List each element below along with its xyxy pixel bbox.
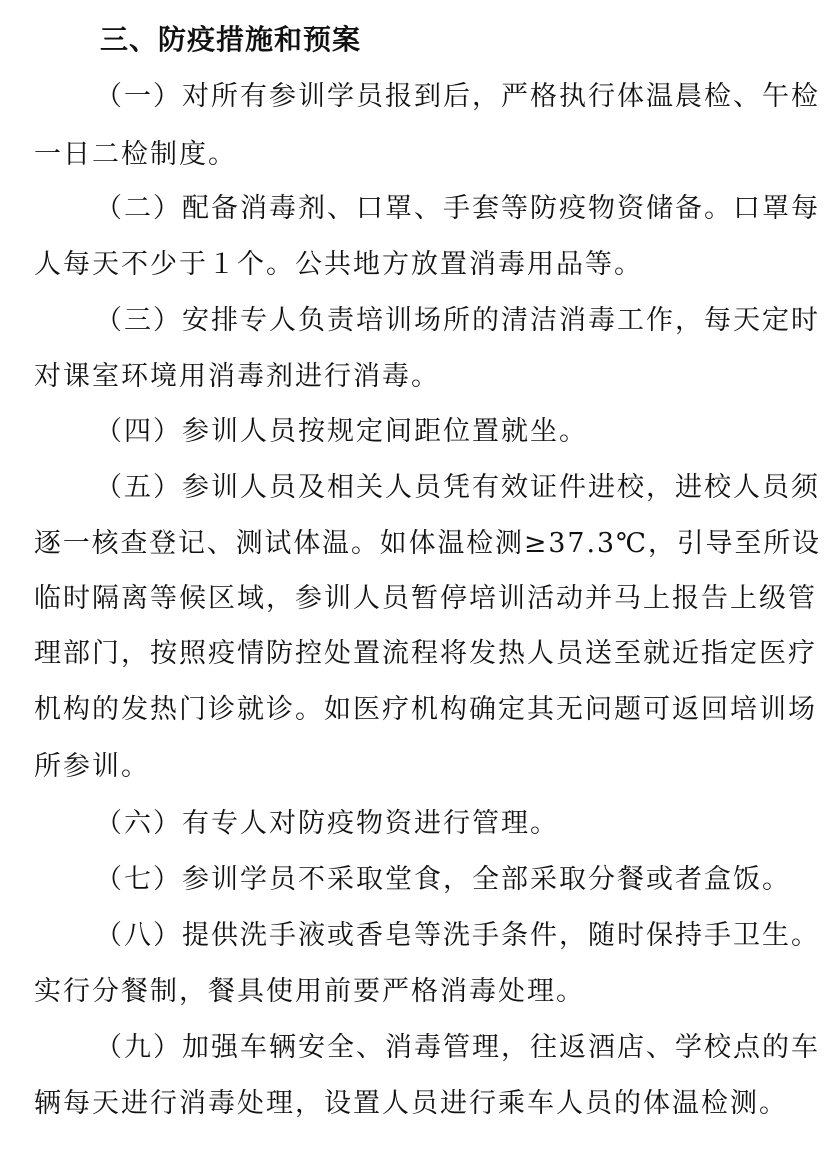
paragraph-line: （四）参训人员按规定间距位置就坐。 xyxy=(95,416,588,447)
paragraph-line: 理部门，按照疫情防控处置流程将发热人员送至就近指定医疗 xyxy=(34,638,817,669)
paragraph-line: 临时隔离等候区域，参训人员暂停培训活动并马上报告上级管 xyxy=(34,583,817,614)
paragraph-line: （九）加强车辆安全、消毒管理，往返酒店、学校点的车 xyxy=(95,1032,820,1063)
paragraph-line: 机构的发热门诊就诊。如医疗机构确定其无问题可返回培训场 xyxy=(34,694,817,725)
paragraph-line: （八）提供洗手液或香皂等洗手条件，随时保持手卫生。 xyxy=(95,920,820,951)
paragraph-line: 逐一核查登记、测试体温。如体温检测≥37.3℃，引导至所设 xyxy=(34,528,821,559)
paragraph-line: 实行分餐制，餐具使用前要严格消毒处理。 xyxy=(34,976,585,1007)
paragraph-line: 辆每天进行消毒处理，设置人员进行乘车人员的体温检测。 xyxy=(34,1088,788,1119)
paragraph-line: （一）对所有参训学员报到后，严格执行体温晨检、午检 xyxy=(95,81,820,112)
paragraph-line: 对课室环境用消毒剂进行消毒。 xyxy=(34,361,440,392)
paragraph-line: 所参训。 xyxy=(34,751,150,782)
paragraph-line: （七）参训学员不采取堂食，全部采取分餐或者盒饭。 xyxy=(95,864,791,895)
paragraph-line: （五）参训人员及相关人员凭有效证件进校，进校人员须 xyxy=(95,472,820,503)
section-heading: 三、防疫措施和预案 xyxy=(100,23,362,56)
paragraph-line: （二）配备消毒剂、口罩、手套等防疫物资储备。口罩每 xyxy=(95,193,820,224)
paragraph-line: （三）安排专人负责培训场所的清洁消毒工作，每天定时 xyxy=(95,305,820,336)
paragraph-line: 一日二检制度。 xyxy=(34,139,237,170)
paragraph-line: 人每天不少于１个。公共地方放置消毒用品等。 xyxy=(34,249,643,280)
paragraph-line: （六）有专人对防疫物资进行管理。 xyxy=(95,808,559,839)
